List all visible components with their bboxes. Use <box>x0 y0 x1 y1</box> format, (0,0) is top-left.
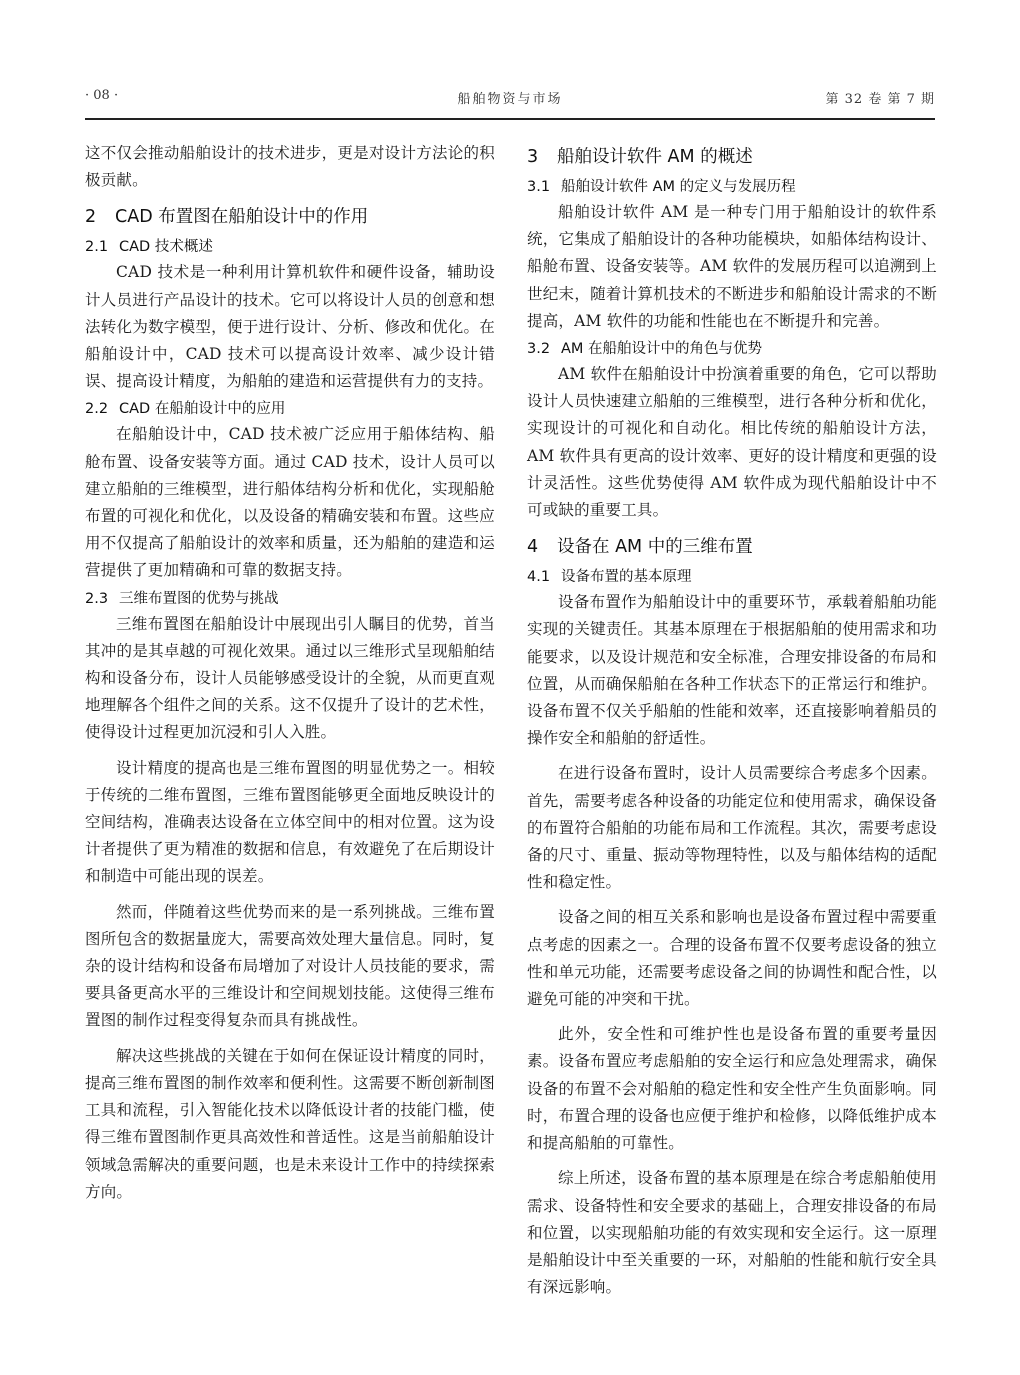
section-number: 2.1 <box>85 239 109 256</box>
section-number: 3 <box>527 147 539 167</box>
volume-issue: 第 32 卷 第 7 期 <box>825 92 935 107</box>
section-title: 船舶设计软件 AM 的概述 <box>557 147 753 167</box>
page-number: · 08 · <box>85 88 119 103</box>
section-4-1-heading <box>527 565 937 589</box>
paragraph: 船舶设计软件 AM 是一种专门用于船舶设计的软件系统，它集成了船舶设计的各种功能模块，如船体结构设计、船舱布置、设备安装等。AM 软件的发展历程可以追溯到上世纪末，随着计算机技术的不断进步和船舶设计需求的不断提高，AM 软件的功能和性能也在不断提升和完善。 <box>527 203 937 330</box>
section-number: 3.2 <box>527 341 551 358</box>
running-header <box>85 84 935 114</box>
paragraph: 设备之间的相互关系和影响也是设备布置过程中需要重点考虑的因素之一。合理的设备布置不仅要考虑设备的独立性和单元功能，还需要考虑设备之间的协调性和配合性，以避免可能的冲突和干扰。 <box>527 908 937 1009</box>
section-2-1-heading <box>85 235 495 259</box>
paragraph: 解决这些挑战的关键在于如何在保证设计精度的同时，提高三维布置图的制作效率和便利性。这需要不断创新制图工具和流程，引入智能化技术以降低设计者的技能门槛，使得三维布置图制作更具高效性和普适性。这是当前船舶设计领域急需解决的重要问题，也是未来设计工作中的持续探索方向。 <box>85 1046 495 1201</box>
header-rule <box>85 118 935 120</box>
section-number: 4 <box>527 537 539 558</box>
paragraph: 在进行设备布置时，设计人员需要综合考虑多个因素。首先，需要考虑各种设备的功能定位和使用需求，确保设备的布置符合船舶的功能布局和工作流程。其次，需要考虑设备的尺寸、重量、振动等物理特性，以及与船体结构的适配性和稳定性。 <box>527 764 937 892</box>
section-2-3-heading <box>85 587 495 611</box>
paragraph: AM 软件在船舶设计中扮演着重要的角色，它可以帮助设计人员快速建立船舶的三维模型，进行各种分析和优化，实现设计的可视化和自动化。相比传统的船舶设计方法，AM 软件具有更高的设计效率、更好的设计精度和更强的设计灵活性。这些优势使得 AM 软件成为现代船舶设计中不可或缺的重要工具。 <box>527 365 937 520</box>
section-title: 三维布置图的优势与挑战 <box>119 590 279 607</box>
section-2-2-heading <box>85 397 495 421</box>
paragraph: CAD 技术是一种利用计算机软件和硬件设备，辅助设计人员进行产品设计的技术。它可以将设计人员的创意和想法转化为数字模型，便于进行设计、分析、修改和优化。在船舶设计中，CAD 技术可以提高设计效率、减少设计错误、提高设计精度，为船舶的建造和运营提供有力的支持。 <box>85 263 495 391</box>
paragraph: 此外，安全性和可维护性也是设备布置的重要考量因素。设备布置应考虑船舶的安全运行和应急处理需求，确保设备的布置不会对船舶的稳定性和安全性产生负面影响。同时，布置合理的设备也应便于维护和检修，以降低维护成本和提高船舶的可靠性。 <box>527 1025 937 1153</box>
section-3-1-heading <box>527 175 937 199</box>
section-title: CAD 技术概述 <box>119 239 213 256</box>
section-title: CAD 在船舶设计中的应用 <box>119 401 286 418</box>
section-number: 2.3 <box>85 590 109 607</box>
paragraph: 三维布置图在船舶设计中展现出引人瞩目的优势，首当其冲的是其卓越的可视化效果。通过以三维形式呈现船舶结构和设备分布，设计人员能够感受设计的全貌，从而更直观地理解各个组件之间的关系。这不仅提升了设计的艺术性，使得设计过程更加沉浸和引人入胜。 <box>85 614 495 742</box>
section-title: AM 在船舶设计中的角色与优势 <box>561 341 763 358</box>
left-column <box>85 140 495 1206</box>
paragraph-continued: 这不仅会推动船舶设计的技术进步，更是对设计方法论的积极贡献。 <box>85 144 495 190</box>
paragraph: 综上所述，设备布置的基本原理是在综合考虑船舶使用需求、设备特性和安全要求的基础上，合理安排设备的布局和位置，以实现船舶功能的有效实现和安全运行。这一原理是船舶设计中至关重要的一环，对船舶的性能和航行安全具有深远影响。 <box>527 1169 937 1297</box>
paragraph: 设计精度的提高也是三维布置图的明显优势之一。相较于传统的二维布置图，三维布置图能够更全面地反映设计的空间结构，准确表达设备在立体空间中的相对位置。这为设计者提供了更为精准的数据和信息，有效避免了在后期设计和制造中可能出现的误差。 <box>85 758 495 886</box>
section-3-heading <box>527 142 937 172</box>
section-number: 3.1 <box>527 179 551 195</box>
section-number: 4.1 <box>527 569 551 586</box>
right-column <box>527 140 937 1301</box>
section-title: CAD 布置图在船舶设计中的作用 <box>115 207 369 228</box>
journal-title: 船舶物资与市场 <box>457 92 563 107</box>
section-title: 设备在 AM 中的三维布置 <box>557 537 753 558</box>
section-2-heading <box>85 202 495 232</box>
section-number: 2.2 <box>85 401 109 418</box>
section-number: 2 <box>85 207 97 228</box>
paragraph: 然而，伴随着这些优势而来的是一系列挑战。三维布置图所包含的数据量庞大，需要高效处理大量信息。同时，复杂的设计结构和设备布局增加了对设计人员技能的要求，需要具备更高水平的三维设计和空间规划技能。这使得三维布置图的制作过程变得复杂而具有挑战性。 <box>85 902 495 1030</box>
paragraph: 设备布置作为船舶设计中的重要环节，承载着船舶功能实现的关键责任。其基本原理在于根据船舶的使用需求和功能要求，以及设计规范和安全标准，合理安排设备的布局和位置，从而确保船舶在各种工作状态下的正常运行和维护。设备布置不仅关乎船舶的性能和效率，还直接影响着船员的操作安全和船舶的舒适性。 <box>527 593 937 748</box>
section-3-2-heading <box>527 337 937 361</box>
section-4-heading <box>527 532 937 562</box>
section-title: 设备布置的基本原理 <box>561 569 692 586</box>
section-title: 船舶设计软件 AM 的定义与发展历程 <box>561 179 796 195</box>
paragraph: 在船舶设计中，CAD 技术被广泛应用于船体结构、船舱布置、设备安装等方面。通过 CAD 技术，设计人员可以建立船舶的三维模型，进行船体结构分析和优化，实现船舱布置的可视化和优化，以及设备的精确安装和布置。这些应用不仅提高了船舶设计的效率和质量，还为船舶的建造和运营提供了更加精确和可靠的数据支持。 <box>85 425 495 580</box>
